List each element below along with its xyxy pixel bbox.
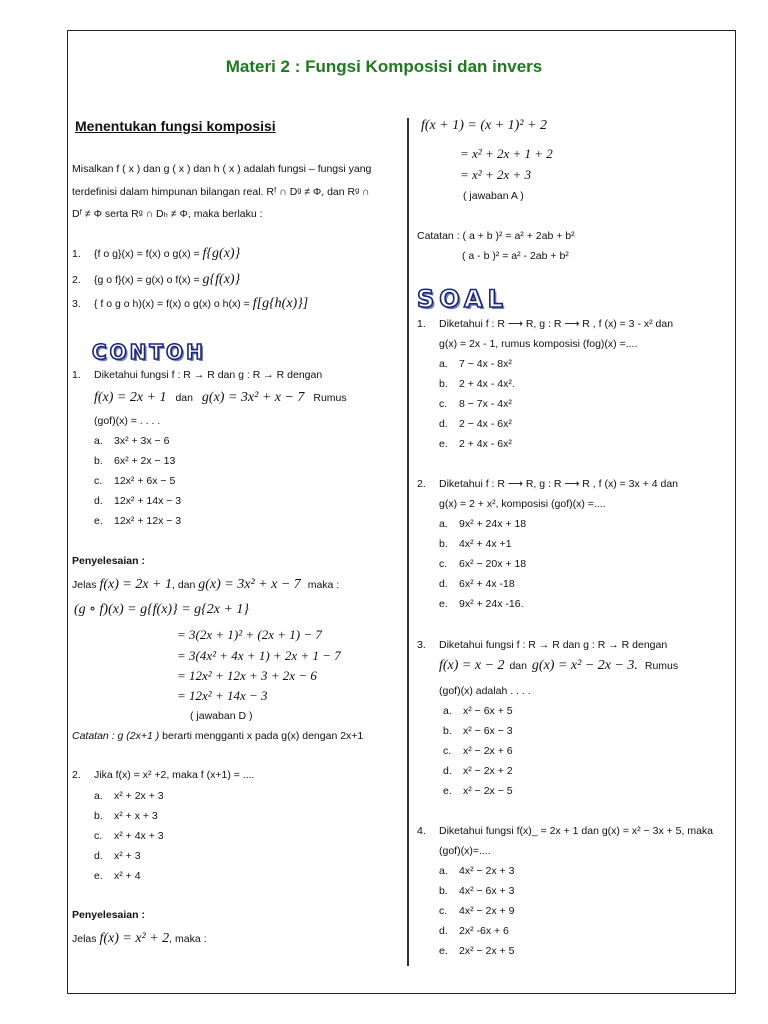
option-text: 2 + 4x - 6x² xyxy=(459,438,512,450)
option-b xyxy=(439,378,515,390)
option-letter: c. xyxy=(94,830,103,842)
rule-1 xyxy=(72,246,240,262)
function-f: f(x) = x² + 2 xyxy=(99,931,170,946)
option-d xyxy=(94,495,181,507)
option-letter: b. xyxy=(94,455,103,467)
option-letter: e. xyxy=(94,870,103,882)
question-3 xyxy=(417,639,667,651)
function-g: g(x) = 3x² + x − 7 xyxy=(198,577,301,592)
solution-step-1: (g ∘ f)(x) = g{f(x)} = g{2x + 1} xyxy=(74,602,249,617)
catatan-line-2: ( a - b )² = a² - 2ab + b² xyxy=(462,250,569,262)
option-letter: a. xyxy=(439,865,448,877)
question-2 xyxy=(417,478,678,490)
option-b xyxy=(439,885,514,897)
option-d xyxy=(94,850,141,862)
option-c xyxy=(439,905,514,917)
option-d xyxy=(439,578,515,590)
solution-step-5: = 12x² + 14x − 3 xyxy=(177,688,268,703)
option-letter: d. xyxy=(439,418,448,430)
option-b xyxy=(94,810,158,822)
option-text: x² + 4x + 3 xyxy=(114,830,164,842)
continued-step-2: = x² + 2x + 1 + 2 xyxy=(460,146,553,161)
question-2-line-2: g(x) = 2 + x², komposisi (gof)(x) =.... xyxy=(439,498,606,510)
rule-number: 1. xyxy=(72,248,81,260)
question-1-line-2: g(x) = 2x - 1, rumus komposisi (fog)(x) =.... xyxy=(439,338,638,350)
option-c xyxy=(443,745,513,757)
question-text: Diketahui f : R ⟶ R, g : R ⟶ R , f (x) = 3 - x² dan xyxy=(439,318,674,330)
question-number: 3. xyxy=(417,639,426,651)
option-text: 12x² + 12x − 3 xyxy=(114,515,182,527)
option-text: x² + 4 xyxy=(114,870,141,882)
option-letter: d. xyxy=(94,850,103,862)
page-title: Materi 2 : Fungsi Komposisi dan invers xyxy=(225,57,543,76)
option-letter: d. xyxy=(94,495,103,507)
continued-step-3: = x² + 2x + 3 xyxy=(460,167,532,182)
option-b xyxy=(439,538,512,550)
question-text: Diketahui fungsi f(x)_ = 2x + 1 dan g(x) = x² − 3x + 5, maka xyxy=(439,825,714,837)
rule-number: 2. xyxy=(72,274,81,286)
question-1 xyxy=(417,318,673,330)
option-text: 6x² − 20x + 18 xyxy=(459,558,527,570)
option-letter: c. xyxy=(443,745,452,757)
option-text: 7 − 4x - 8x² xyxy=(459,358,512,370)
rule-lhs: { f o g o h)(x) = f(x) o g(x) o h(x) = xyxy=(94,298,250,310)
note-italic: Catatan : g (2x+1 ) xyxy=(72,730,160,742)
option-c xyxy=(439,558,526,570)
option-b xyxy=(94,455,175,467)
solution-step-4: = 12x² + 12x + 3 + 2x − 6 xyxy=(177,668,317,683)
option-e xyxy=(439,598,524,610)
catatan-line-1: Catatan : ( a + b )² = a² + 2ab + b² xyxy=(417,230,575,242)
rule-lhs: {f o g}(x) = f(x) o g(x) = xyxy=(94,248,200,260)
continued-step-1: f(x + 1) = (x + 1)² + 2 xyxy=(421,118,547,133)
option-letter: c. xyxy=(94,475,103,487)
rule-number: 3. xyxy=(72,298,81,310)
function-f: f(x) = 2x + 1 xyxy=(94,390,167,405)
option-letter: e. xyxy=(443,785,452,797)
option-text: 2x² − 2x + 5 xyxy=(459,945,515,957)
solution-2-given xyxy=(72,931,207,947)
option-letter: c. xyxy=(439,398,448,410)
option-text: 4x² − 2x + 9 xyxy=(459,905,515,917)
question-text: Diketahui f : R ⟶ R, g : R ⟶ R , f (x) = 3x + 4 dan xyxy=(439,478,679,490)
function-g: g(x) = 3x² + x − 7 xyxy=(201,390,305,405)
question-number: 1. xyxy=(417,318,426,330)
option-text: x² − 6x − 3 xyxy=(463,725,513,737)
option-text: 2x² -6x + 6 xyxy=(459,925,509,937)
option-text: x² + 3 xyxy=(114,850,141,862)
option-text: 3x² + 3x − 6 xyxy=(114,435,170,447)
dan-label: dan xyxy=(509,660,527,672)
function-g: g(x) = x² − 2x − 3. xyxy=(531,658,638,673)
maka-label: , maka : xyxy=(169,933,207,945)
option-letter: b. xyxy=(94,810,103,822)
rule-rhs: f[g{h(x)}] xyxy=(252,296,309,311)
jelas-label: Jelas xyxy=(72,579,97,591)
example-1-functions xyxy=(94,390,347,406)
intro-line-1: Misalkan f ( x ) dan g ( x ) dan h ( x ) adalah fungsi – fungsi yang xyxy=(72,163,372,175)
rule-3 xyxy=(72,296,308,312)
example-number: 2. xyxy=(72,769,81,781)
option-text: 8 − 7x - 4x² xyxy=(459,398,512,410)
option-text: 4x² + 4x +1 xyxy=(459,538,512,550)
option-text: 6x² + 2x − 13 xyxy=(114,455,176,467)
rule-lhs: {g o f}(x) = g(x) o f(x) = xyxy=(94,274,200,286)
option-text: x² + 2x + 3 xyxy=(114,790,164,802)
option-b xyxy=(443,725,513,737)
option-a xyxy=(443,705,513,717)
option-letter: a. xyxy=(439,518,448,530)
option-a xyxy=(94,435,169,447)
rule-rhs: f{g(x)} xyxy=(202,246,241,261)
option-letter: b. xyxy=(439,378,448,390)
option-text: x² − 2x − 5 xyxy=(463,785,513,797)
option-text: 9x² + 24x + 18 xyxy=(459,518,527,530)
option-e xyxy=(94,515,181,527)
option-text: 12x² + 14x − 3 xyxy=(114,495,182,507)
option-d xyxy=(443,765,513,777)
contoh-wordart: CONTOH xyxy=(92,340,206,364)
option-text: 6x² + 4x -18 xyxy=(459,578,515,590)
option-letter: d. xyxy=(439,578,448,590)
dan-label: , dan xyxy=(171,579,196,591)
option-text: 2 + 4x - 4x². xyxy=(459,378,515,390)
dan-label: dan xyxy=(175,392,193,404)
option-letter: e. xyxy=(439,598,448,610)
option-d xyxy=(439,925,509,937)
question-4-line-2: (gof)(x)=.... xyxy=(439,845,491,857)
option-text: 4x² − 6x + 3 xyxy=(459,885,515,897)
option-text: x² − 2x + 2 xyxy=(463,765,513,777)
option-letter: d. xyxy=(439,925,448,937)
example-1-question xyxy=(72,369,322,381)
solution-step-2: = 3(2x + 1)² + (2x + 1) − 7 xyxy=(177,627,322,642)
note-text: berarti mengganti x pada g(x) dengan 2x+1 xyxy=(159,730,364,742)
option-e xyxy=(439,945,514,957)
option-letter: c. xyxy=(439,558,448,570)
option-letter: b. xyxy=(439,885,448,897)
option-a xyxy=(94,790,164,802)
solution-1-given xyxy=(72,577,339,593)
solution-step-3: = 3(4x² + 4x + 1) + 2x + 1 − 7 xyxy=(177,648,341,663)
question-3-prompt: (gof)(x) adalah . . . . xyxy=(439,685,531,697)
section-heading: Menentukan fungsi komposisi xyxy=(75,118,276,134)
example-text: Jika f(x) = x² +2, maka f (x+1) = .... xyxy=(94,769,255,781)
question-3-functions xyxy=(439,658,678,674)
option-a xyxy=(439,358,512,370)
solution-2-label: Penyelesaian : xyxy=(72,909,145,921)
function-f: f(x) = 2x + 1 xyxy=(99,577,172,592)
option-c xyxy=(94,830,164,842)
continued-answer: ( jawaban A ) xyxy=(463,190,524,202)
maka-label: maka : xyxy=(307,579,340,591)
rule-rhs: g{f(x)} xyxy=(202,272,241,287)
option-text: x² + x + 3 xyxy=(114,810,158,822)
example-2-question xyxy=(72,769,254,781)
example-text: Diketahui fungsi f : R → R dan g : R → R dengan xyxy=(94,369,323,381)
solution-1-note xyxy=(72,730,363,742)
option-text: 4x² − 2x + 3 xyxy=(459,865,515,877)
jelas-label: Jelas xyxy=(72,933,97,945)
option-a xyxy=(439,865,514,877)
solution-1-label: Penyelesaian : xyxy=(72,555,145,567)
column-divider xyxy=(407,118,409,966)
option-e xyxy=(439,438,512,450)
soal-wordart: SOAL xyxy=(417,285,508,313)
option-d xyxy=(439,418,512,430)
option-letter: e. xyxy=(439,438,448,450)
example-1-prompt: (gof)(x) = . . . . xyxy=(94,415,161,427)
option-letter: a. xyxy=(94,435,103,447)
rule-2 xyxy=(72,272,240,288)
option-text: 2 − 4x - 6x² xyxy=(459,418,512,430)
intro-line-2: terdefinisi dalam himpunan bilangan real. Rᶠ ∩ Dᵍ ≠ Φ, dan Rᵍ ∩ xyxy=(72,186,370,198)
option-c xyxy=(94,475,175,487)
option-e xyxy=(94,870,141,882)
rumus-label: Rumus xyxy=(644,660,679,672)
option-c xyxy=(439,398,512,410)
option-a xyxy=(439,518,526,530)
example-number: 1. xyxy=(72,369,81,381)
question-number: 2. xyxy=(417,478,426,490)
option-letter: d. xyxy=(443,765,452,777)
option-e xyxy=(443,785,513,797)
option-letter: a. xyxy=(443,705,452,717)
question-4 xyxy=(417,825,713,837)
option-letter: e. xyxy=(94,515,103,527)
intro-line-3: Dᶠ ≠ Φ serta Rᵍ ∩ Dₕ ≠ Φ, maka berlaku : xyxy=(72,208,263,220)
option-text: 12x² + 6x − 5 xyxy=(114,475,176,487)
option-text: x² − 2x + 6 xyxy=(463,745,513,757)
option-text: 9x² + 24x -16. xyxy=(459,598,524,610)
solution-1-answer: ( jawaban D ) xyxy=(190,710,253,722)
option-letter: a. xyxy=(94,790,103,802)
function-f: f(x) = x − 2 xyxy=(439,658,505,673)
option-letter: b. xyxy=(443,725,452,737)
rumus-label: Rumus xyxy=(313,392,347,404)
option-letter: b. xyxy=(439,538,448,550)
option-letter: c. xyxy=(439,905,448,917)
option-letter: e. xyxy=(439,945,448,957)
option-text: x² − 6x + 5 xyxy=(463,705,513,717)
question-number: 4. xyxy=(417,825,426,837)
question-text: Diketahui fungsi f : R → R dan g : R → R dengan xyxy=(439,639,668,651)
option-letter: a. xyxy=(439,358,448,370)
